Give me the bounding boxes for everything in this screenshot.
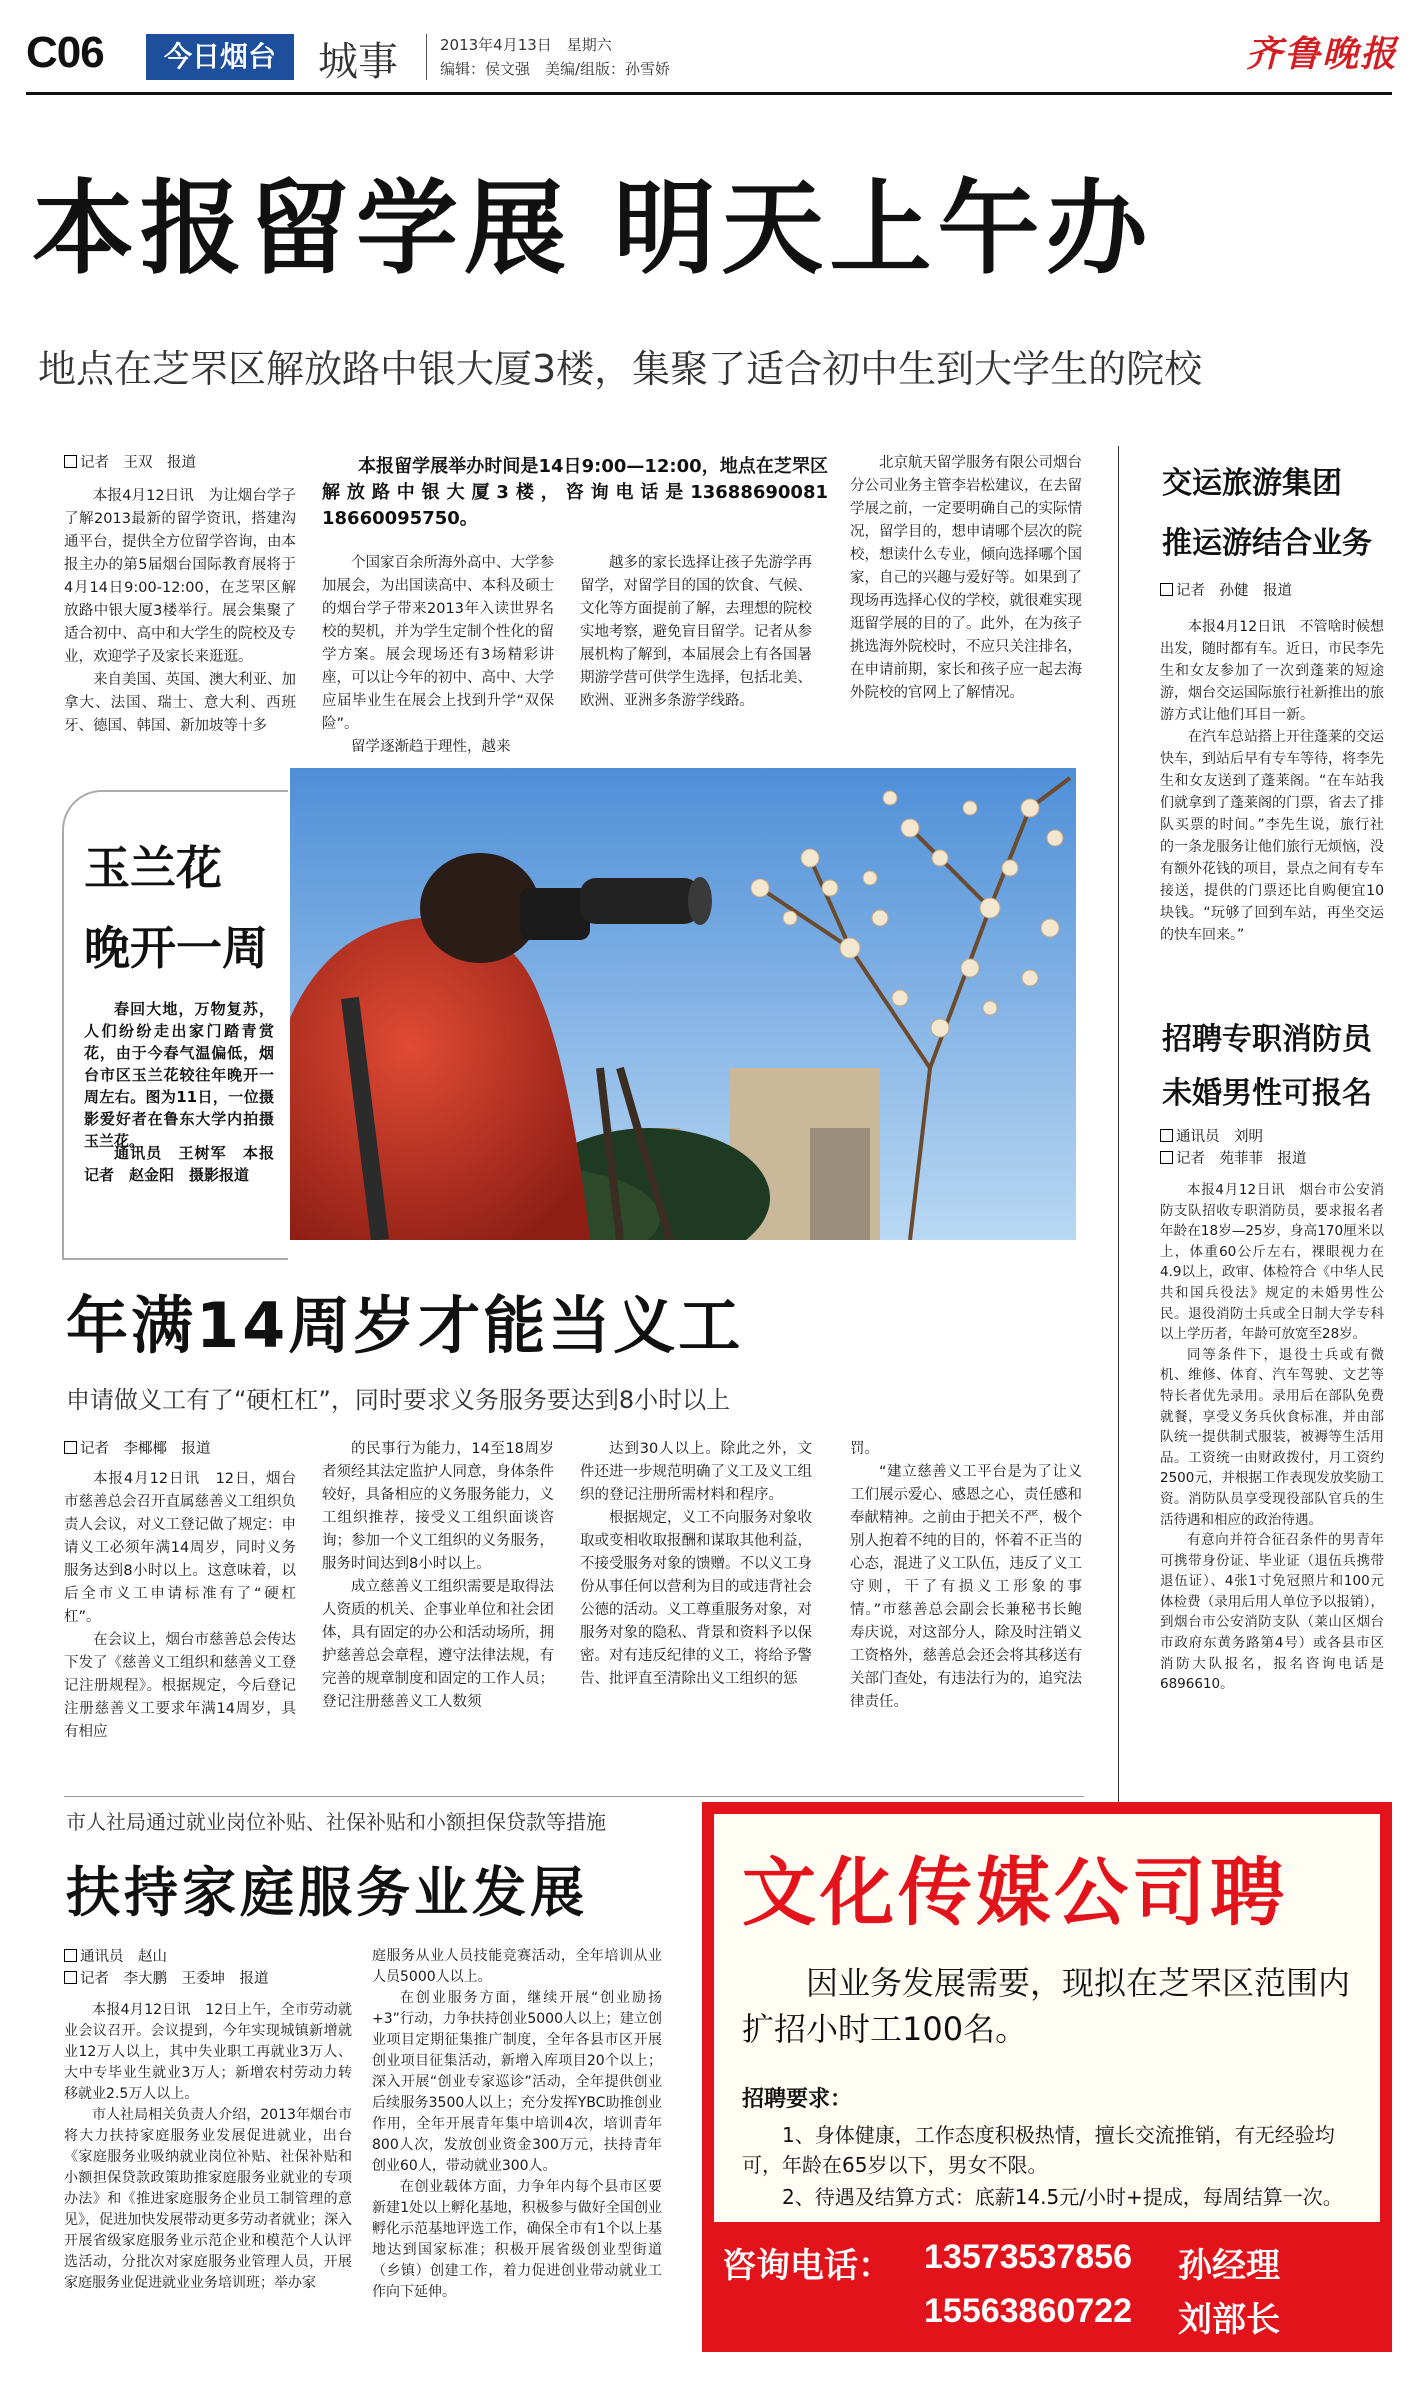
ad-phone-1: 13573537856 — [924, 2238, 1133, 2276]
byline-box-icon — [64, 455, 77, 468]
firefighter-body: 本报4月12日讯 烟台市公安消防支队招收专职消防员，要求报名者年龄在18岁—25岁，身高170厘米以上，体重60公斤左右，裸眼视力在4.9以上，政审、体检符合《中华人民共和国兵役法》规定的未婚男性公民。退役消防士兵或全日制大学专科以上学历者，年龄可放宽至28岁。 同等条件下，退役士兵或有微机、维修、体育、汽车驾驶、文艺等特长者优先录用。录用后在部队免费就餐，享受义务兵伙食标准，并由部队统一提供制式服装，被褥等生活用品。工资统一由财政拨付，月工资约2500元，并根据工作表现发放奖励工资。消防队员享受现役部队官兵的生活待遇和相应的政治待遇。 有意向并符合征召条件的男青年可携带身份证、毕业证（退伍兵携带退伍证）、4张1寸免冠照片和100元体检费（录用后用人单位予以报销），到烟台市公安消防支队（莱山区烟台市政府东黄务路第4号）或各县市区消防大队报名，报名咨询电话是6896610。 — [1160, 1182, 1384, 1693]
date-line: 2013年4月13日 星期六 — [440, 36, 612, 54]
lead-col-3: 越多的家长选择让孩子先游学再留学，对留学目的国的饮食、气候、文化等方面提前了解，去理想的院校实地考察，避免盲目留学。记者从参展机构了解到，本届展会上有各国暑期游学营可供学生选择，包括北美、欧洲、亚洲多条游学线路。 — [580, 555, 812, 709]
ad-req-2: 2、待遇及结算方式：底薪14.5元/小时+提成，每周结算一次。 — [782, 2185, 1343, 2209]
ad-contact-label: 咨询电话： — [722, 2246, 892, 2286]
ad-req-1: 1、身体健康，工作态度积极热情，擅长交流推销，有无经验均可，年龄在65岁以下，男女不限。 — [742, 2123, 1335, 2177]
paper-logo: 齐鲁晚报 — [1246, 33, 1399, 75]
volunteer-subhead: 申请做义工有了“硬杠杠”，同时要求义务服务要达到8小时以上 — [66, 1386, 731, 1414]
volunteer-col-4: 罚。 “建立慈善义工平台是为了让义工们展示爱心、感恩之心，责任感和奉献精神。之前由于把关不严，极个别人抱着不纯的目的，怀着不正当的心态，混进了义工队伍，违反了义工守则，干了有损义工形象的事情。”市慈善总会副会长兼秘书长鲍寿庆说，对这部分人，除及时注销义工资格外，慈善总会还会将其移送有关部门查处，有违法行为的，追究法律责任。 — [850, 1441, 1082, 1710]
ad-contact-bar — [702, 2222, 1392, 2352]
travel-byline: 记者 孙健 报道 — [1160, 580, 1292, 602]
lead-subhead: 地点在芝罘区解放路中银大厦3楼，集聚了适合初中生到大学生的院校 — [38, 347, 1203, 391]
housekeeping-byline-2: 记者 李大鹏 王委坤 报道 — [64, 1968, 269, 1990]
travel-body: 本报4月12日讯 不管啥时候想出发，随时都有车。近日，市民李先生和女友参加了一次到蓬莱的短途游，烟台交运国际旅行社新推出的旅游方式让他们耳目一新。 在汽车总站搭上开往蓬莱的交运快车，到站后早有专车等待，将李先生和女友送到了蓬莱阁。“在车站我们就拿到了蓬莱阁的门票，省去了排队买票的时间。”李先生说，旅行社的一条龙服务让他们旅行无烦恼，没有额外花钱的项目，景点之间有专车接送，提供的门票还比自购便宜10块钱。“玩够了回到车站，再坐交运的快车回来。” — [1160, 619, 1384, 943]
housekeeping-col-2: 庭服务从业人员技能竞赛活动，全年培训从业人员5000人以上。 在创业服务方面，继续开展“创业励扬+3”行动，力争扶持创业5000人以上；建立创业项目定期征集推广制度，全年各县市区开展创业项目征集活动，新增入库项目20个以上；深入开展“创业专家巡诊”活动，全年提供创业后续服务3500人以上；充分发挥YBC助推创业作用，全年开展青年集中培训4次，培训青年800人次，发放创业资金300万元，扶持青年创业60人，带动就业300人。 在创业载体方面，力争年内每个县市区要新建1处以上孵化基地，积极参与做好全国创业孵化示范基地评选工作，确保全市有1个以上基地达到国家标准；积极开展省级创业型街道（乡镇）创建工作，着力促进创业带动就业工作向下延伸。 — [372, 1948, 662, 2300]
byline-box-icon — [64, 1949, 77, 1962]
firefighter-byline-2: 记者 苑菲菲 报道 — [1160, 1148, 1307, 1170]
subsection-label: 城事 — [318, 39, 398, 85]
page-code: C06 — [26, 28, 104, 77]
lead-col-2: 个国家百余所海外高中、大学参加展会，为出国读高中、本科及硕士的烟台学子带来2013年入读世界名校的契机，并为学生定制个性化的留学方案。展会现场还有3场精彩讲座，可以让今年的初中、高中、大学应届毕业生在展会上找到升学“双保险”。 留学逐渐趋于理性，越来 — [322, 555, 554, 755]
ad-req-label: 招聘要求： — [742, 2087, 853, 2112]
byline-box-icon — [1160, 1151, 1173, 1164]
byline-box-icon — [1160, 583, 1173, 596]
volunteer-byline: 记者 李椰椰 报道 — [64, 1438, 211, 1460]
byline-box-icon — [64, 1441, 77, 1454]
ad-intro: 因业务发展需要，现拟在芝罘区范围内扩招小时工100名。 — [742, 1964, 1351, 2048]
masthead-divider — [426, 34, 427, 80]
housekeeping-kicker: 市人社局通过就业岗位补贴、社保补贴和小额担保贷款等措施 — [66, 1810, 606, 1834]
housekeeping-headline: 扶持家庭服务业发展 — [66, 1861, 588, 1924]
lead-headline: 本报留学展 明天上午办 — [32, 170, 1154, 289]
byline-box-icon — [64, 1971, 77, 1984]
travel-headline-2: 推运游结合业务 — [1162, 526, 1372, 561]
section-badge — [146, 34, 294, 80]
firefighter-byline-1: 通讯员 刘明 — [1160, 1126, 1263, 1148]
ad-phone-2: 15563860722 — [924, 2292, 1133, 2330]
magnolia-photo — [290, 768, 1076, 1240]
section-label: 今日烟台 — [163, 40, 276, 73]
masthead-rule — [26, 92, 1392, 95]
column-rule — [1118, 446, 1119, 1806]
recruitment-ad — [702, 1802, 1392, 2352]
volunteer-headline: 年满14周岁才能当义工 — [66, 1289, 744, 1362]
byline-box-icon — [1160, 1129, 1173, 1142]
housekeeping-byline-1: 通讯员 赵山 — [64, 1946, 167, 1968]
travel-headline-1: 交运旅游集团 — [1162, 466, 1342, 501]
firefighter-headline-1: 招聘专职消防员 — [1162, 1022, 1372, 1057]
masthead — [0, 0, 1417, 90]
photo-story-headline-2: 晚开一周 — [84, 921, 268, 975]
ad-contact-name-2: 刘部长 — [1178, 2300, 1280, 2340]
lead-byline: 记者 王双 报道 — [64, 452, 196, 474]
volunteer-col-2: 的民事行为能力，14至18周岁者须经其法定监护人同意，身体条件较好，具备相应的义务服务能力，义工组织推荐，接受义工组织面谈咨询；参加一个义工组织的义务服务，服务时间达到8小时以上。 成立慈善义工组织需要是取得法人资质的机关、企事业单位和社会团体，具有固定的办公和活动场所，拥护慈善总会章程，遵守法律法规，有完善的规章制度和固定的工作人员；登记注册慈善义工人数须 — [322, 1441, 554, 1710]
photo-story-headline-1: 玉兰花 — [84, 841, 222, 895]
photo-credit: 通讯员 王树军 本报记者 赵金阳 摄影报道 — [84, 1144, 274, 1184]
ad-contact-name-1: 孙经理 — [1178, 2246, 1280, 2286]
volunteer-col-1: 本报4月12日讯 12日，烟台市慈善总会召开直属慈善义工组织负责人会议，对义工登记做了规定：申请义工必须年满14周岁，同时义务服务达到8小时以上。这意味着，以后全市义工申请标准有了“硬杠杠”。 在会议上，烟台市慈善总会传达下发了《慈善义工组织和慈善义工登记注册规程》。根据规定，今后登记注册慈善义工要求年满14周岁，具有相应 — [64, 1471, 296, 1740]
magnolia-photo-illustration — [290, 768, 1076, 1240]
volunteer-col-3: 达到30人以上。除此之外，文件还进一步规范明确了义工及义工组织的登记注册所需材料和程序。 根据规定，义工不向服务对象收取或变相收取报酬和谋取其他利益，不接受服务对象的馈赠。不以义工身份从事任何以营利为目的或违背社会公德的活动。义工尊重服务对象，对服务对象的隐私、背景和资料予以保密。对有违反纪律的义工，将给予警告、批评直至清除出义工组织的惩 — [580, 1441, 812, 1687]
lead-col-1: 本报4月12日讯 为让烟台学子了解2013最新的留学资讯，搭建沟通平台，提供全方位留学咨询，由本报主办的第5届烟台国际教育展将于4月14日9:00-12:00，在芝罘区解放路中银大厦3楼举行。展会集聚了适合初中、高中和大学生的院校及专业，欢迎学子及家长来逛逛。 来自美国、英国、澳大利亚、加拿大、法国、瑞士、意大利、西班牙、德国、韩国、新加坡等十多 — [64, 488, 296, 734]
housekeeping-col-1: 本报4月12日讯 12日上午，全市劳动就业会议召开。会议提到，今年实现城镇新增就业12万人以上，其中失业职工再就业3万人、大中专毕业生就业3万人；新增农村劳动力转移就业2.5万人以上。 市人社局相关负责人介绍，2013年烟台市将大力扶持家庭服务业发展促进就业，出台《家庭服务业吸纳就业岗位补贴、社保补贴和小额担保贷款政策助推家庭服务业就业的专项办法》和《推进家庭服务企业员工制管理的意见》，促进加快发展带动更多劳动者就业；深入开展省级家庭服务业示范企业和模范个人认评选活动，分批次对家庭服务业管理人员，开展家庭服务业促进就业业务培训班；举办家 — [64, 2002, 352, 2291]
firefighter-headline-2: 未婚男性可报名 — [1162, 1076, 1372, 1111]
ad-title: 文化传媒公司聘 — [742, 1850, 1288, 1936]
lead-col-4: 北京航天留学服务有限公司烟台分公司业务主管李岩松建议，在去留学展之前，一定要明确自己的实际情况，留学目的，想申请哪个层次的院校，想读什么专业，倾向选择哪个国家，自己的兴趣与爱好等。如果到了现场再选择心仪的学校，就很难实现逛留学展的目的了。此外，在为孩子挑选海外院校时，不应只关注排名，在申请前期，家长和孩子应一起去海外院校的官网上了解情况。 — [850, 455, 1082, 701]
section-rule — [64, 1796, 1084, 1797]
editors-line: 编辑：侯文强 美编/组版：孙雪娇 — [440, 60, 671, 78]
photo-caption: 春回大地，万物复苏，人们纷纷走出家门踏青赏花，由于今春气温偏低，烟台市区玉兰花较往年晚开一周左右。图为11日，一位摄影爱好者在鲁东大学内拍摄玉兰花。 — [84, 1000, 274, 1150]
lead-notice: 本报留学展举办时间是14日9:00—12:00，地点在芝罘区解放路中银大厦3楼，咨询电话是13688690081 18660095750。 — [322, 456, 846, 529]
